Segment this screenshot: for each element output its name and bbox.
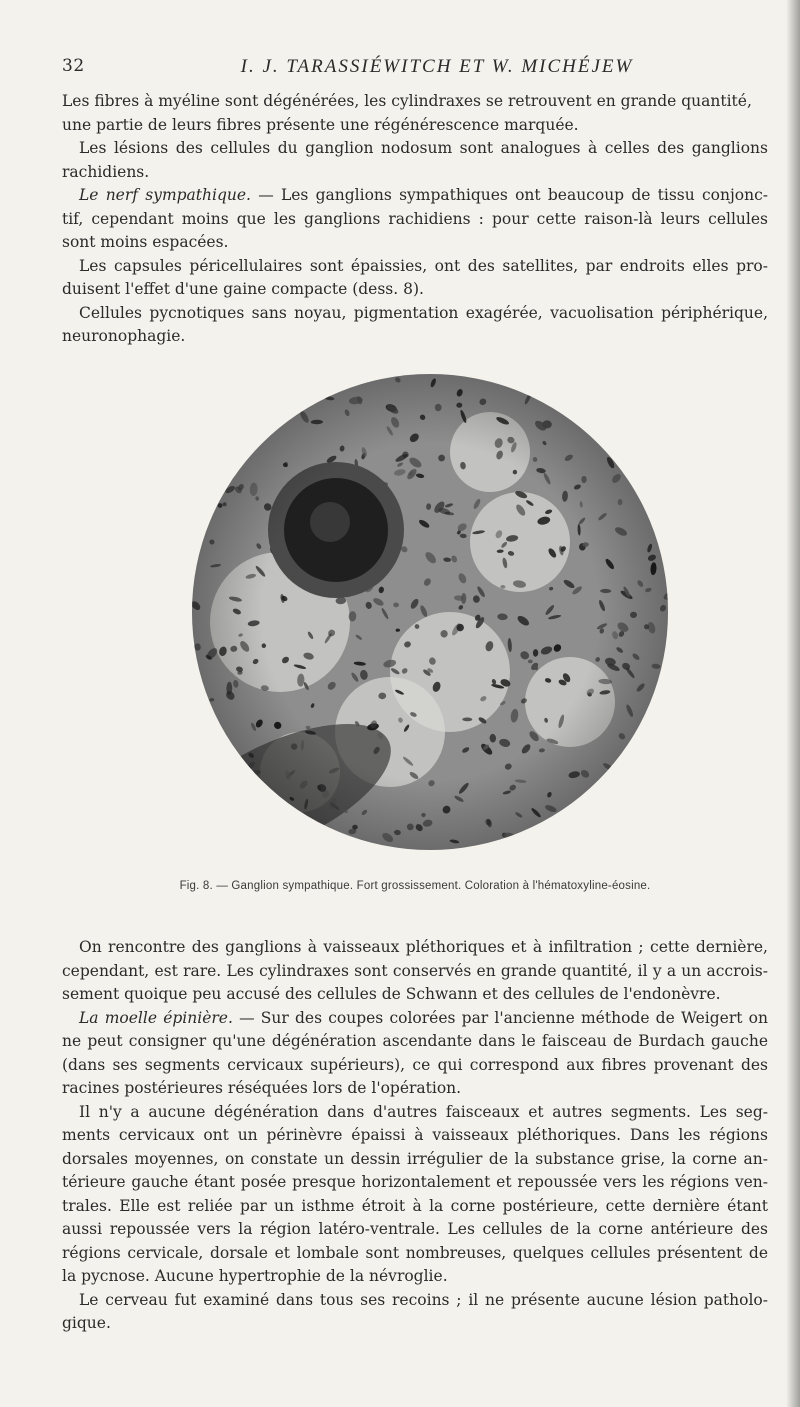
text-line: Les capsules péricellulaires sont épaissies, ont des satellites, par endroits elles pro-	[79, 256, 768, 275]
text-line: térieure gauche étant posée presque horizontalement et repoussée vers les régions ven-	[62, 1173, 768, 1191]
text-line: régions cervicale, dorsale et lombale sont nombreuses, quelques cellules présentent de	[62, 1243, 768, 1262]
text-line: la pycnose. Aucune hypertrophie de la névroglie.	[62, 1267, 448, 1285]
text-line: duisent l'effet d'une gaine compacte (dess. 8).	[62, 280, 424, 298]
text-line: On rencontre des ganglions à vaisseaux pléthoriques et à infiltration ; cette dernière,	[79, 938, 768, 956]
text-line: Les fibres à myéline sont dégénérées, les cylindraxes se retrouvent en grande quantité,	[62, 92, 752, 110]
text-line: aussi repoussée vers la région latéro-ventrale. Les cellules de la corne antérieure des	[62, 1220, 768, 1238]
section-heading-sympathique: Le nerf sympathique.	[79, 186, 251, 204]
text-line: ments cervicaux ont un périnèvre épaissi à vaisseaux pléthoriques. Dans les régions	[62, 1126, 768, 1144]
text-line: une partie de leurs fibres présente une régénérescence marquée.	[62, 115, 579, 134]
text-line: neuronophagie.	[62, 327, 186, 345]
text-line: sont moins espacées.	[62, 233, 229, 251]
text-line: Le nerf sympathique. — Les ganglions sympathiques ont beaucoup de tissu conjonc-	[79, 186, 768, 204]
section-heading-moelle: La moelle épinière.	[79, 1008, 233, 1027]
text-line: sement quoique peu accusé des cellules de Schwann et des cellules de l'endonèvre.	[62, 985, 721, 1003]
text-line: Cellules pycnotiques sans noyau, pigmentation exagérée, vacuolisation périphérique,	[79, 303, 768, 322]
page-spine-shadow	[786, 0, 800, 1407]
text-line: racines postérieures réséquées lors de l'opération.	[62, 1079, 462, 1097]
page-number: 32	[62, 56, 85, 76]
text-line: dorsales moyennes, on constate un dessin irrégulier de la substance grise, la corne an-	[62, 1149, 768, 1168]
text-line: tif, cependant moins que les ganglions rachidiens : pour cette raison-là leurs cellules	[62, 209, 768, 228]
figure-caption: Fig. 8. — Ganglion sympathique. Fort grossissement. Coloration à l'hématoxyline-éosine.	[179, 880, 651, 892]
text-line: cependant, est rare. Les cylindraxes sont conservés en grande quantité, il y a un accrois-	[62, 961, 768, 980]
text-line: Les lésions des cellules du ganglion nodosum sont analogues à celles des ganglions	[79, 139, 768, 157]
text-line: trales. Elle est reliée par un isthme étroit à la corne postérieure, cette dernière étant	[62, 1196, 768, 1215]
micrograph-image	[190, 372, 670, 852]
running-title: I. J. TARASSIÉWITCH ET W. MICHÉJEW	[240, 56, 634, 77]
running-head	[62, 56, 752, 82]
text-line: ne peut consigner qu'une dégénération ascendante dans le faisceau de Burdach gauche	[62, 1032, 768, 1050]
top-text-block	[62, 90, 768, 349]
bottom-text-block	[62, 936, 768, 1336]
text-line: La moelle épinière. — Sur des coupes colorées par l'ancienne méthode de Weigert on	[79, 1008, 768, 1027]
text-line: rachidiens.	[62, 162, 150, 181]
text-line: Le cerveau fut examiné dans tous ses recoins ; il ne présente aucune lésion patholo-	[79, 1290, 768, 1309]
text-line: (dans ses segments cervicaux supérieurs), ce qui correspond aux fibres provenant des	[62, 1055, 768, 1074]
text-line: Il n'y a aucune dégénération dans d'autres faisceaux et autres segments. Les seg-	[79, 1102, 768, 1121]
text-line: gique.	[62, 1314, 111, 1332]
micrograph-figure	[190, 372, 670, 852]
